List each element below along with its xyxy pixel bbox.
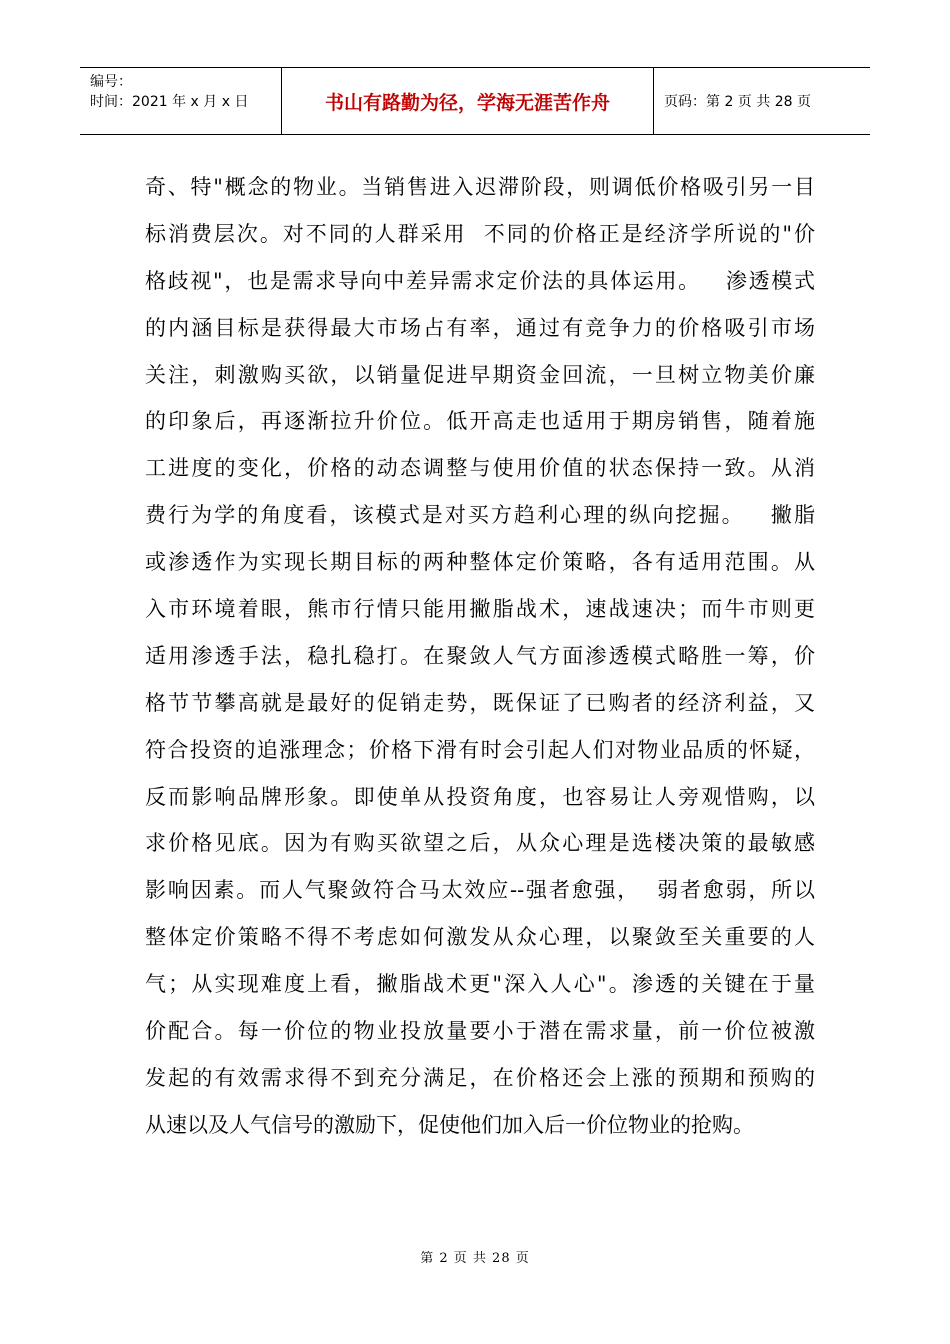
- body-line: 标消费层次。对不同的人群采用 不同的价格正是经济学所说的"价: [145, 221, 815, 246]
- body-line: 从速以及人气信号的激励下，促使他们加入后一价位物业的抢购。: [145, 1112, 754, 1137]
- page-footer: 第 2 页 共 28 页: [420, 1251, 530, 1266]
- body-line: 工进度的变化，价格的动态调整与使用价值的状态保持一致。从消: [145, 456, 815, 481]
- body-line: 的印象后，再逐渐拉升价位。低开高走也适用于期房销售，随着施: [145, 409, 815, 434]
- document-number-label: 编号：: [90, 74, 132, 90]
- header-motto: 书山有路勤为径，学海无涯苦作舟: [282, 68, 654, 134]
- document-body: [145, 164, 815, 1149]
- body-line: 关注，刺激购买欲，以销量促进早期资金回流，一旦树立物美价廉: [145, 362, 815, 387]
- body-line: 费行为学的角度看，该模式是对买方趋利心理的纵向挖掘。 撇脂: [145, 503, 815, 528]
- body-line: 符合投资的追涨理念；价格下滑有时会引起人们对物业品质的怀疑，: [145, 737, 815, 762]
- body-line: 奇、特"概念的物业。当销售进入迟滞阶段，则调低价格吸引另一目: [145, 175, 815, 199]
- body-line: 影响因素。而人气聚敛符合马太效应--强者愈强， 弱者愈弱，所以: [145, 878, 815, 903]
- body-line: 发起的有效需求得不到充分满足，在价格还会上涨的预期和预购的: [145, 1065, 815, 1090]
- body-line: 适用渗透手法，稳扎稳打。在聚敛人气方面渗透模式略胜一筹，价: [145, 643, 815, 668]
- body-line: 格歧视"，也是需求导向中差异需求定价法的具体运用。 渗透模式: [145, 268, 815, 293]
- header-meta: [80, 68, 282, 134]
- header-page-info: 页码：第 2 页 共 28 页: [664, 94, 811, 110]
- body-line: 求价格见底。因为有购买欲望之后，从众心理是选楼决策的最敏感: [145, 831, 815, 856]
- body-line: 的内涵目标是获得最大市场占有率，通过有竞争力的价格吸引市场: [145, 315, 815, 340]
- document-time-label: 时间：2021 年 x 月 x 日: [90, 94, 249, 110]
- body-line: 气；从实现难度上看，撇脂战术更"深入人心"。渗透的关键在于量: [145, 972, 815, 997]
- body-line: 反而影响品牌形象。即使单从投资角度，也容易让人旁观惜购，以: [145, 784, 815, 809]
- page-header: [80, 67, 870, 135]
- body-line: 入市环境着眼，熊市行情只能用撇脂战术，速战速决；而牛市则更: [145, 597, 815, 622]
- body-line: 格节节攀高就是最好的促销走势，既保证了已购者的经济利益，又: [145, 690, 815, 715]
- body-line: 价配合。每一价位的物业投放量要小于潜在需求量，前一价位被激: [145, 1019, 815, 1044]
- body-line: 或渗透作为实现长期目标的两种整体定价策略，各有适用范围。从: [145, 550, 815, 575]
- body-line: 整体定价策略不得不考虑如何激发从众心理，以聚敛至关重要的人: [145, 925, 815, 950]
